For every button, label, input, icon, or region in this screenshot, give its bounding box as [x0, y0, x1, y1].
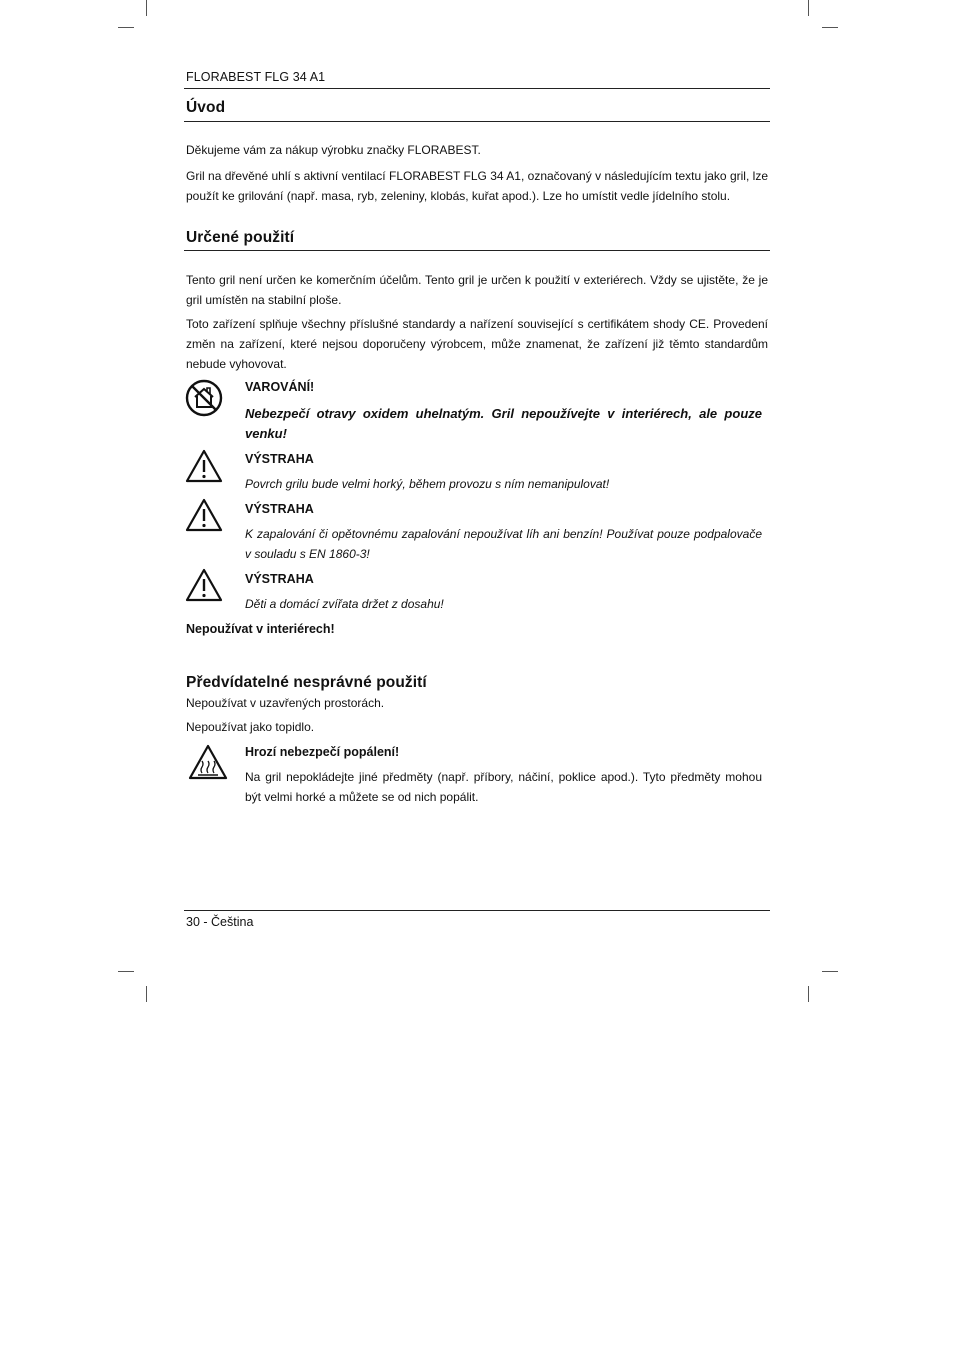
misuse-paragraph-2: Nepoužívat jako topidlo. [186, 720, 315, 734]
warning-triangle-icon [185, 498, 223, 532]
crop-mark [146, 0, 147, 16]
misuse-paragraph-1: Nepoužívat v uzavřených prostorách. [186, 696, 385, 710]
heading-underline [184, 121, 770, 122]
section-heading-intended-use: Určené použití [186, 229, 295, 246]
hot-surface-icon [188, 744, 228, 780]
caution-title: VÝSTRAHA [245, 452, 314, 466]
header-rule [184, 88, 770, 89]
crop-mark [118, 971, 134, 972]
running-header: FLORABEST FLG 34 A1 [186, 70, 326, 84]
no-indoor-use-icon [185, 379, 223, 417]
warning-title: VAROVÁNÍ! [245, 380, 315, 394]
crop-mark [822, 27, 838, 28]
caution-text: Děti a domácí zvířata držet z dosahu! [245, 597, 444, 611]
caution-title: VÝSTRAHA [245, 502, 314, 516]
section-heading-intro: Úvod [186, 99, 226, 116]
intro-paragraph-2: Gril na dřevěné uhlí s aktivní ventilací FLORABEST FLG 34 A1, označovaný v následujícím textu jako gril, lze použít ke grilování (např. masa, ryb, zeleniny, klobás, kuřat apod.). Lze ho umístit vedle jídelního stolu. [186, 169, 768, 203]
warning-triangle-icon [185, 449, 223, 483]
burn-title: Hrozí nebezpečí popálení! [245, 745, 400, 759]
indoor-note: Nepoužívat v interiérech! [186, 622, 335, 636]
page-number: 30 - Čeština [186, 915, 254, 929]
crop-mark [146, 986, 147, 1002]
intro-paragraph-1: Děkujeme vám za nákup výrobku značky FLORABEST. [186, 143, 481, 157]
crop-mark [808, 0, 809, 16]
warning-text: Nebezpečí otravy oxidem uhelnatým. Gril nepoužívejte v interiérech, ale pouze venku! [245, 406, 762, 441]
footer-rule [184, 910, 770, 911]
burn-text: Na gril nepokládejte jiné předměty (např. příbory, náčiní, poklice apod.). Tyto předměty mohou být velmi horké a můžete se od nich popálit. [245, 770, 762, 804]
warning-triangle-icon [185, 568, 223, 602]
caution-text: Povrch grilu bude velmi horký, během provozu s ním nemanipulovat! [245, 477, 610, 491]
caution-title: VÝSTRAHA [245, 572, 314, 586]
heading-underline [184, 250, 770, 251]
section-heading-misuse: Předvídatelné nesprávné použití [186, 674, 427, 691]
intended-use-paragraph-1: Tento gril není určen ke komerčním účelům. Tento gril je určen k použití v exteriérech. Vždy se ujistěte, že je gril umístěn na stabilní ploše. [186, 273, 768, 307]
caution-text: K zapalování či opětovnému zapalování nepoužívat líh ani benzín! Používat pouze podpalovače v souladu s EN 1860-3! [245, 527, 762, 561]
crop-mark [808, 986, 809, 1002]
crop-mark [822, 971, 838, 972]
crop-mark [118, 27, 134, 28]
intended-use-paragraph-2: Toto zařízení splňuje všechny příslušné standardy a nařízení související s certifikátem shody CE. Provedení změn na zařízení, které nejsou doporučeny výrobcem, může znamenat, že zařízení již těmto standardům nebude vyhovovat. [186, 317, 768, 371]
